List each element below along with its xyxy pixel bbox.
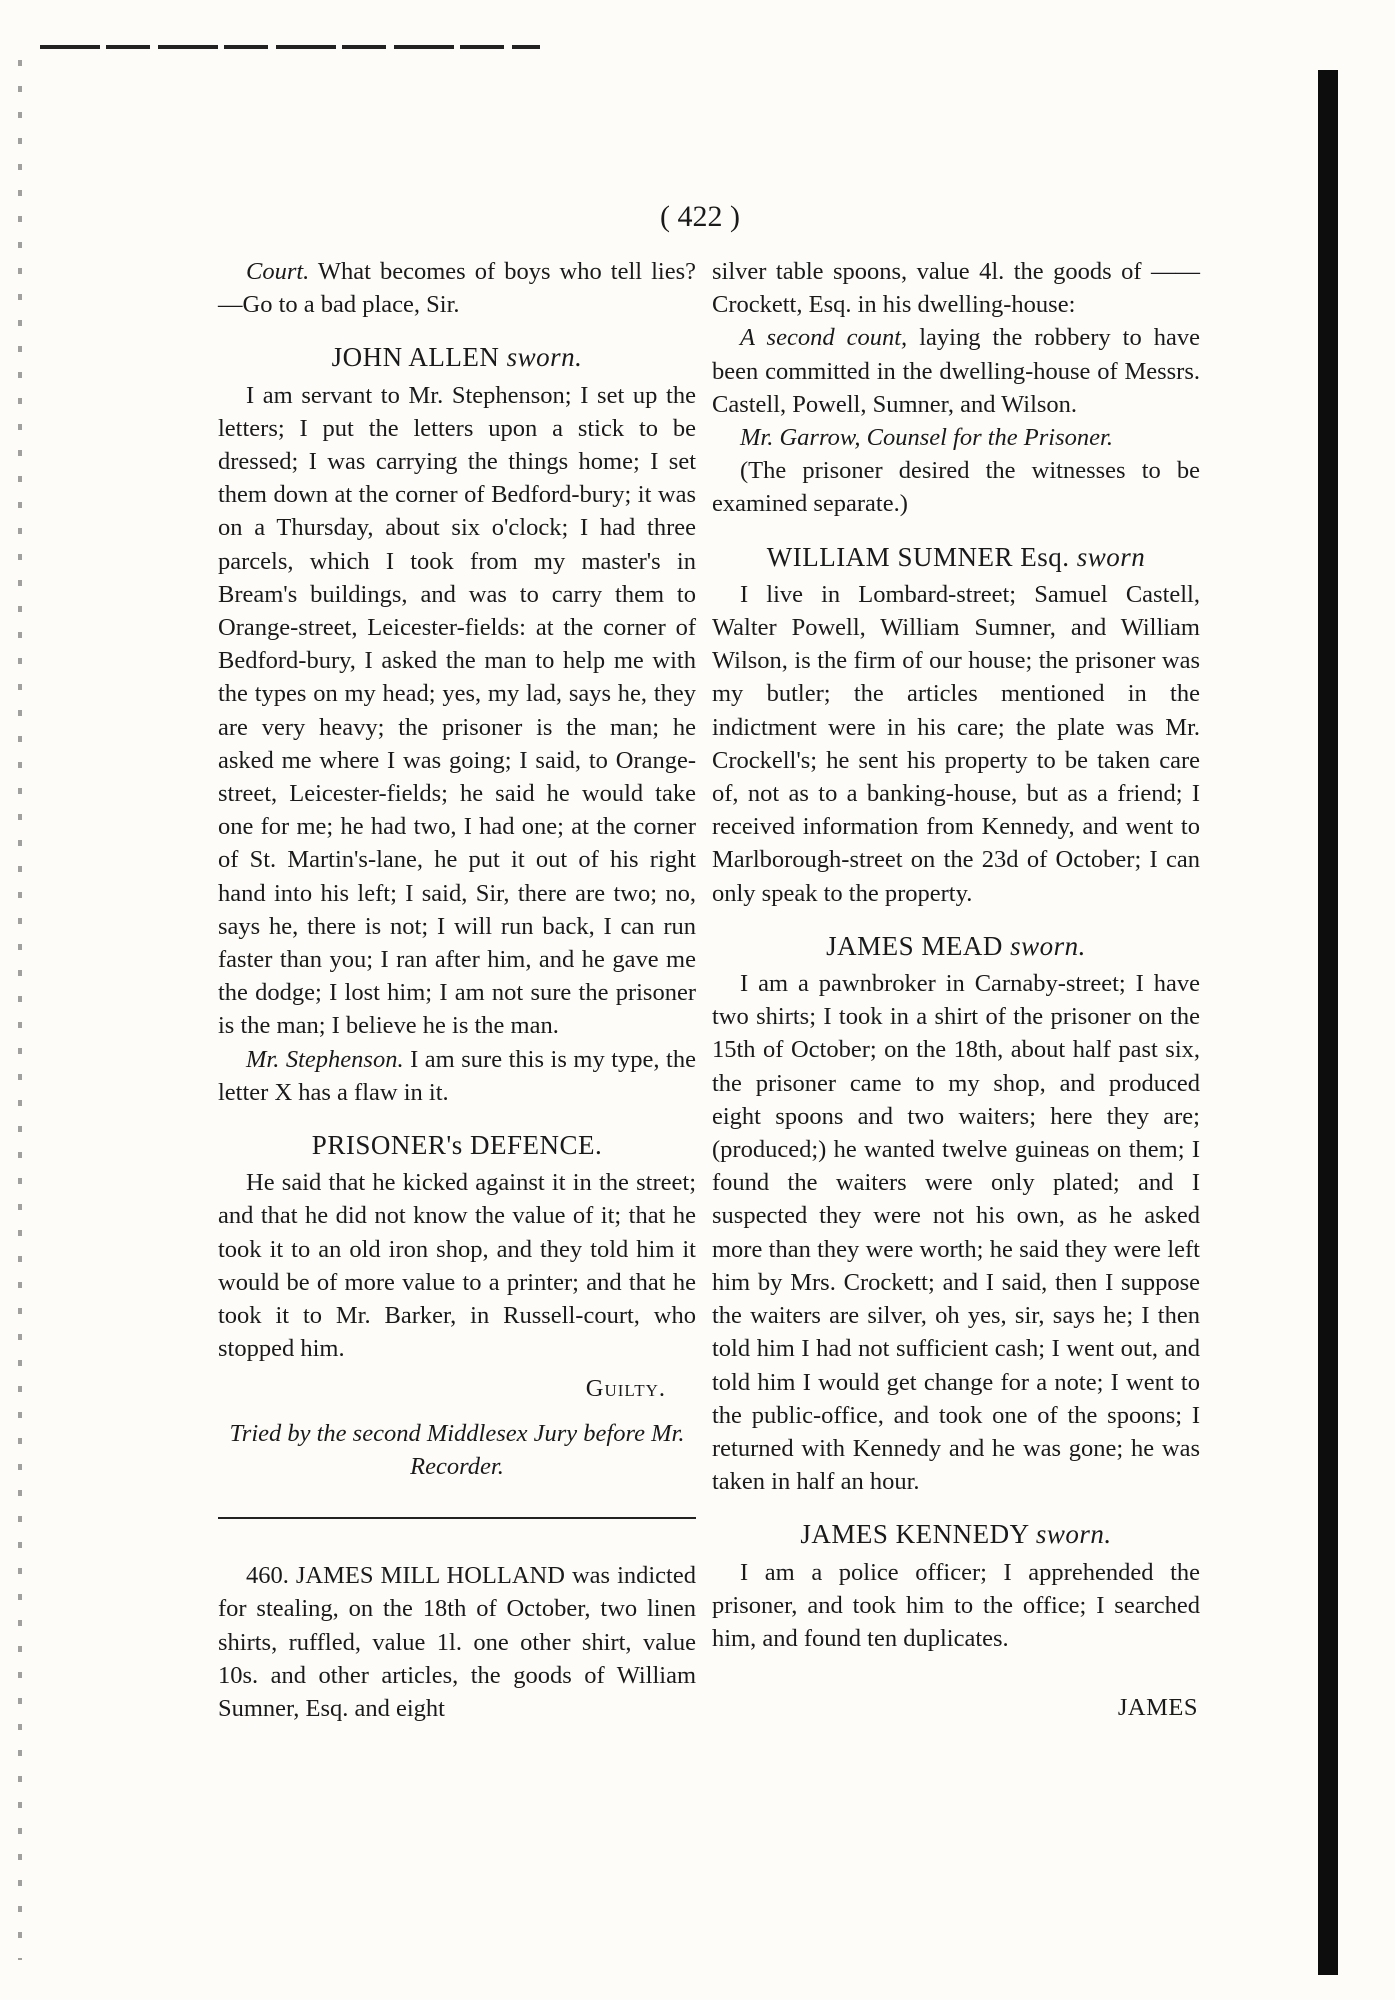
binding-edge [1318, 70, 1338, 1975]
testimony-allen: I am servant to Mr. Stephenson; I set up the letters; I put the letters upon a stick to be dressed; I was carrying the things home; I set them down at the corner of Bedford-bury; it was on a Thursday, about six o'clock; I had three parcels, which I took from my master's in Bream's buildings, and was to carry them to Orange-street, Leicester-fields: at the corner of Bedford-bury, I asked the man to help me with the types on my head; yes, my lad, says he, they are very heavy; the prisoner is the man; he asked me where I was going; I said, to Orange-street, Leicester-fields; he said he would take one for me; he had two, I had one; at the corner of St. Martin's-lane, he put it out of his right hand into his left; I said, Sir, there are two; no, says he, there is not; I will run back, I can run faster than you; I ran after him, and he gave me the dodge; I lost him; I am not sure the prisoner is the man; I believe he is the man. [218, 381, 696, 1040]
left-column [218, 255, 696, 1725]
witness-heading-mead: JAMES MEAD sworn. [826, 930, 1086, 961]
case-continuation: silver table spoons, value 4l. the goods of —— Crockett, Esq. in his dwelling-house: [712, 258, 1200, 319]
case-indictment: 460. JAMES MILL HOLLAND was indicted for stealing, on the 18th of October, two linen shirts, ruffled, value 1l. one other shirt, value 10s. and other articles, the goods of William Sumner, Esq. and eight [218, 1562, 696, 1722]
defence-heading: PRISONER's DEFENCE. [311, 1130, 603, 1161]
verdict: Guilty. [585, 1374, 666, 1402]
right-column [712, 255, 1200, 1724]
court-exchange: Court. What becomes of boys who tell lies?—Go to a bad place, Sir. [218, 258, 696, 319]
witness-heading-sumner: WILLIAM SUMNER Esq. sworn [766, 541, 1146, 572]
catchword: JAMES [1117, 1694, 1198, 1722]
defence-text: He said that he kicked against it in the street; and that he did not know the value of it; that he took it to an old iron shop, and they told him it would be of more value to a printer; and that he took it to Mr. Barker, in Russell-court, who stopped him. [218, 1169, 696, 1363]
separate-note: (The prisoner desired the witnesses to be examined separate.) [712, 457, 1200, 518]
testimony-sumner: I live in Lombard-street; Samuel Castell, Walter Powell, William Sumner, and William Wilson, is the firm of our house; the prisoner was my butler; the articles mentioned in the indictment were in his care; the plate was Mr. Crockell's; he sent his property to be taken care of, not as to a banking-house, but as a friend; I received information from Kennedy, and went to Marlborough-street on the 23d of October; I can only speak to the property. [712, 580, 1200, 907]
page-number: ( 422 ) [660, 200, 740, 233]
counsel-note: Mr. Garrow, Counsel for the Prisoner. [740, 424, 1113, 452]
witness-heading-kennedy: JAMES KENNEDY sworn. [800, 1519, 1112, 1550]
testimony-stephenson: Mr. Stephenson. I am sure this is my type, the letter X has a flaw in it. [218, 1045, 696, 1106]
scan-margin [18, 60, 22, 1960]
second-count: A second count, laying the robbery to have been committed in the dwelling-house of Messrs. Castell, Powell, Sumner, and Wilson. [712, 324, 1200, 418]
case-divider [218, 1517, 696, 1519]
witness-heading-allen: JOHN ALLEN sworn. [331, 342, 583, 373]
testimony-kennedy: I am a police officer; I apprehended the prisoner, and took him to the office; I searched him, and found ten duplicates. [712, 1558, 1200, 1652]
testimony-mead: I am a pawnbroker in Carnaby-street; I have two shirts; I took in a shirt of the prisoner on the 15th of October; on the 18th, about half past six, the prisoner came to my shop, and produced eight spoons and two waiters; here they are; (produced;) he wanted twelve guineas on them; I found the waiters were only plated; and I suspected they were not his own, as he asked more than they were worth; he said they were left him by Mrs. Crockett; and I said, then I suppose the waiters are silver, oh yes, sir, says he; I then told him I had not sufficient cash; I went out, and told him I would get change for a note; I went to the public-office, and took one of the spoons; I returned with Kennedy and he was gone; he was taken in half an hour. [712, 970, 1200, 1496]
top-rule [40, 45, 540, 49]
tried-by: Tried by the second Middlesex Jury before Mr. Recorder. [229, 1419, 685, 1480]
